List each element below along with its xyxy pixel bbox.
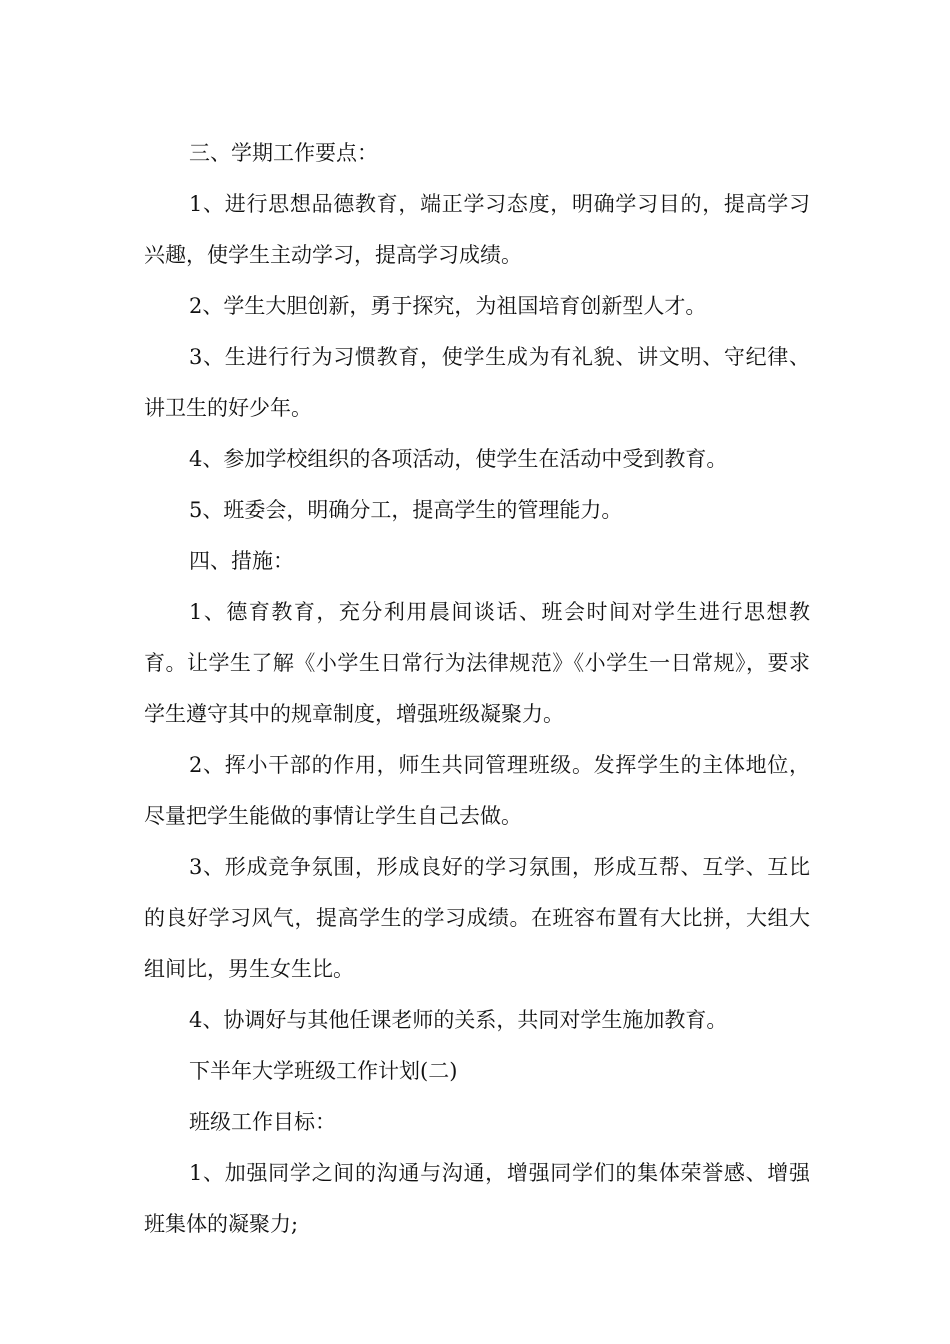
measure-4: 4、协调好与其他任课老师的关系，共同对学生施加教育。	[189, 1008, 728, 1032]
class-goal-1: 1、加强同学之间的沟通与沟通，增强同学们的集体荣誉感、增强班集体的凝聚力;	[144, 1161, 810, 1236]
work-point-4: 4、参加学校组织的各项活动，使学生在活动中受到教育。	[189, 447, 728, 471]
section-heading-work-points: 三、学期工作要点：	[189, 141, 378, 165]
section-heading-measures: 四、措施：	[189, 549, 294, 573]
measure-3: 3、形成竞争氛围，形成良好的学习氛围，形成互帮、互学、互比的良好学习风气，提高学生的学习成绩。在班容布置有大比拼，大组大组间比，男生女生比。	[144, 855, 810, 981]
work-point-5: 5、班委会，明确分工，提高学生的管理能力。	[189, 498, 623, 522]
plan-title-2: 下半年大学班级工作计划(二)	[189, 1059, 458, 1083]
document-body	[144, 128, 810, 1250]
measure-1: 1、德育教育，充分利用晨间谈话、班会时间对学生进行思想教育。让学生了解《小学生日常行为法律规范》《小学生一日常规》，要求学生遵守其中的规章制度，增强班级凝聚力。	[144, 600, 810, 726]
work-point-2: 2、学生大胆创新，勇于探究，为祖国培育创新型人才。	[189, 294, 707, 318]
work-point-1: 1、进行思想品德教育，端正学习态度，明确学习目的，提高学习兴趣，使学生主动学习，提高学习成绩。	[144, 192, 810, 267]
work-point-3: 3、生进行行为习惯教育，使学生成为有礼貌、讲文明、守纪律、讲卫生的好少年。	[144, 345, 810, 420]
measure-2: 2、挥小干部的作用，师生共同管理班级。发挥学生的主体地位，尽量把学生能做的事情让学生自己去做。	[144, 753, 810, 828]
section-heading-class-goals: 班级工作目标：	[189, 1110, 336, 1134]
